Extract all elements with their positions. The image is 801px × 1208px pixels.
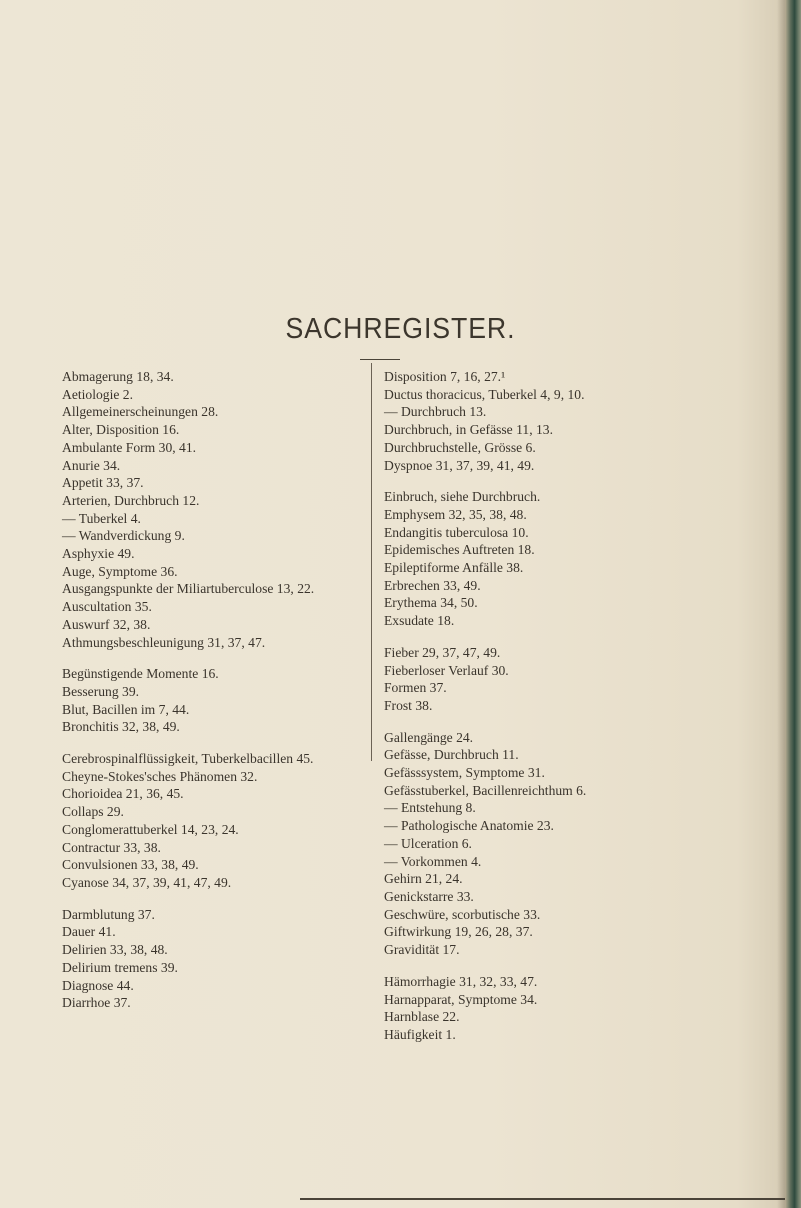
index-entry: Anurie 34. xyxy=(62,457,121,473)
index-entry: Gefässe, Durchbruch 11. xyxy=(384,747,519,763)
index-entry: Emphysem 32, 35, 38, 48. xyxy=(384,506,527,522)
index-entry: Appetit 33, 37. xyxy=(62,475,144,491)
index-entry: Aetiologie 2. xyxy=(62,386,133,402)
index-entry: Dyspnoe 31, 37, 39, 41, 49. xyxy=(384,457,535,473)
index-entry: Genickstarre 33. xyxy=(384,888,474,904)
index-entry: Gefässtuberkel, Bacillenreichthum 6. xyxy=(384,782,587,798)
book-edge xyxy=(785,0,801,1208)
index-entry: Fieber 29, 37, 47, 49. xyxy=(384,644,501,660)
title-rule xyxy=(360,359,400,360)
section-gap xyxy=(384,474,774,488)
index-entry: Begünstigende Momente 16. xyxy=(62,666,219,682)
index-entry: Arterien, Durchbruch 12. xyxy=(62,492,200,508)
index-entry: Harnblase 22. xyxy=(384,1009,460,1025)
index-entry: Epidemisches Auftreten 18. xyxy=(384,542,535,558)
index-entry: Besserung 39. xyxy=(62,683,140,699)
section-gap xyxy=(384,715,774,729)
index-entry: — Ulceration 6. xyxy=(384,835,472,851)
index-entry: Allgemeinerscheinungen 28. xyxy=(62,404,219,420)
index-entry: Delirien 33, 38, 48. xyxy=(62,942,168,958)
index-entry: Alter, Disposition 16. xyxy=(62,422,180,438)
index-entry: Erythema 34, 50. xyxy=(384,595,478,611)
section-gap xyxy=(62,736,362,750)
index-entry: Blut, Bacillen im 7, 44. xyxy=(62,701,190,717)
index-column-right xyxy=(384,368,774,1044)
index-entry: Giftwirkung 19, 26, 28, 37. xyxy=(384,924,533,940)
index-entry: Chorioidea 21, 36, 45. xyxy=(62,786,184,802)
index-entry: Durchbruch, in Gefässe 11, 13. xyxy=(384,422,553,438)
index-entry: Gehirn 21, 24. xyxy=(384,871,463,887)
index-entry: Cheyne-Stokes'sches Phänomen 32. xyxy=(62,768,258,784)
index-entry: Harnapparat, Symptome 34. xyxy=(384,991,538,1007)
section-gap xyxy=(62,892,362,906)
index-entry: Diagnose 44. xyxy=(62,977,134,993)
index-entry: Geschwüre, scorbutische 33. xyxy=(384,906,541,922)
index-entry: Dauer 41. xyxy=(62,924,116,940)
index-entry: Cerebrospinalflüssigkeit, Tuberkelbacillen 45. xyxy=(62,751,314,767)
index-entry: Epileptiforme Anfälle 38. xyxy=(384,560,524,576)
index-entry: Gefässsystem, Symptome 31. xyxy=(384,765,545,781)
index-entry: — Vorkommen 4. xyxy=(384,853,482,869)
index-entry: Exsudate 18. xyxy=(384,613,455,629)
index-entry: Darmblutung 37. xyxy=(62,906,155,922)
index-entry: Disposition 7, 16, 27.¹ xyxy=(384,369,506,384)
index-entry: Fieberloser Verlauf 30. xyxy=(384,662,509,678)
index-entry: Ductus thoracicus, Tuberkel 4, 9, 10. xyxy=(384,386,585,402)
column-divider xyxy=(371,363,372,761)
index-entry: — Pathologische Anatomie 23. xyxy=(384,818,554,834)
index-entry: — Durchbruch 13. xyxy=(384,404,487,420)
index-entry: Erbrechen 33, 49. xyxy=(384,577,481,593)
index-entry: Häufigkeit 1. xyxy=(384,1026,456,1042)
index-entry: Ausgangspunkte der Miliartuberculose 13, 22. xyxy=(62,581,315,597)
index-entry: Frost 38. xyxy=(384,697,433,713)
index-entry: Contractur 33, 38. xyxy=(62,839,161,855)
index-entry: Asphyxie 49. xyxy=(62,546,135,562)
index-entry: Conglomerattuberkel 14, 23, 24. xyxy=(62,821,239,837)
page-edge-shadow xyxy=(777,0,785,1208)
index-entry: Auscultation 35. xyxy=(62,599,152,615)
index-entry: Bronchitis 32, 38, 49. xyxy=(62,719,180,735)
index-entry: — Tuberkel 4. xyxy=(62,510,141,526)
index-entry: Collaps 29. xyxy=(62,804,124,820)
index-entry: Gallengänge 24. xyxy=(384,729,474,745)
index-entry: Gravidität 17. xyxy=(384,942,460,958)
section-gap xyxy=(384,630,774,644)
page-bottom-rule xyxy=(300,1198,785,1200)
index-column-left xyxy=(62,368,362,1012)
index-entry: Convulsionen 33, 38, 49. xyxy=(62,857,199,873)
index-entry: Auswurf 32, 38. xyxy=(62,616,151,632)
index-entry: Endangitis tuberculosa 10. xyxy=(384,524,529,540)
index-entry: Auge, Symptome 36. xyxy=(62,563,178,579)
section-gap xyxy=(384,959,774,973)
index-entry: Formen 37. xyxy=(384,680,447,696)
index-entry: — Entstehung 8. xyxy=(384,800,476,816)
index-entry: Diarrhoe 37. xyxy=(62,995,131,1011)
index-entry: Athmungsbeschleunigung 31, 37, 47. xyxy=(62,634,266,650)
index-entry: Delirium tremens 39. xyxy=(62,959,178,975)
section-gap xyxy=(62,651,362,665)
index-entry: Durchbruchstelle, Grösse 6. xyxy=(384,439,536,455)
index-entry: Cyanose 34, 37, 39, 41, 47, 49. xyxy=(62,874,232,890)
index-entry: Ambulante Form 30, 41. xyxy=(62,439,197,455)
index-entry: — Wandverdickung 9. xyxy=(62,528,185,544)
index-entry: Abmagerung 18, 34. xyxy=(62,369,174,384)
index-entry: Einbruch, siehe Durchbruch. xyxy=(384,489,541,505)
index-entry: Hämorrhagie 31, 32, 33, 47. xyxy=(384,973,538,989)
page-title: SACHREGISTER. xyxy=(285,313,516,345)
